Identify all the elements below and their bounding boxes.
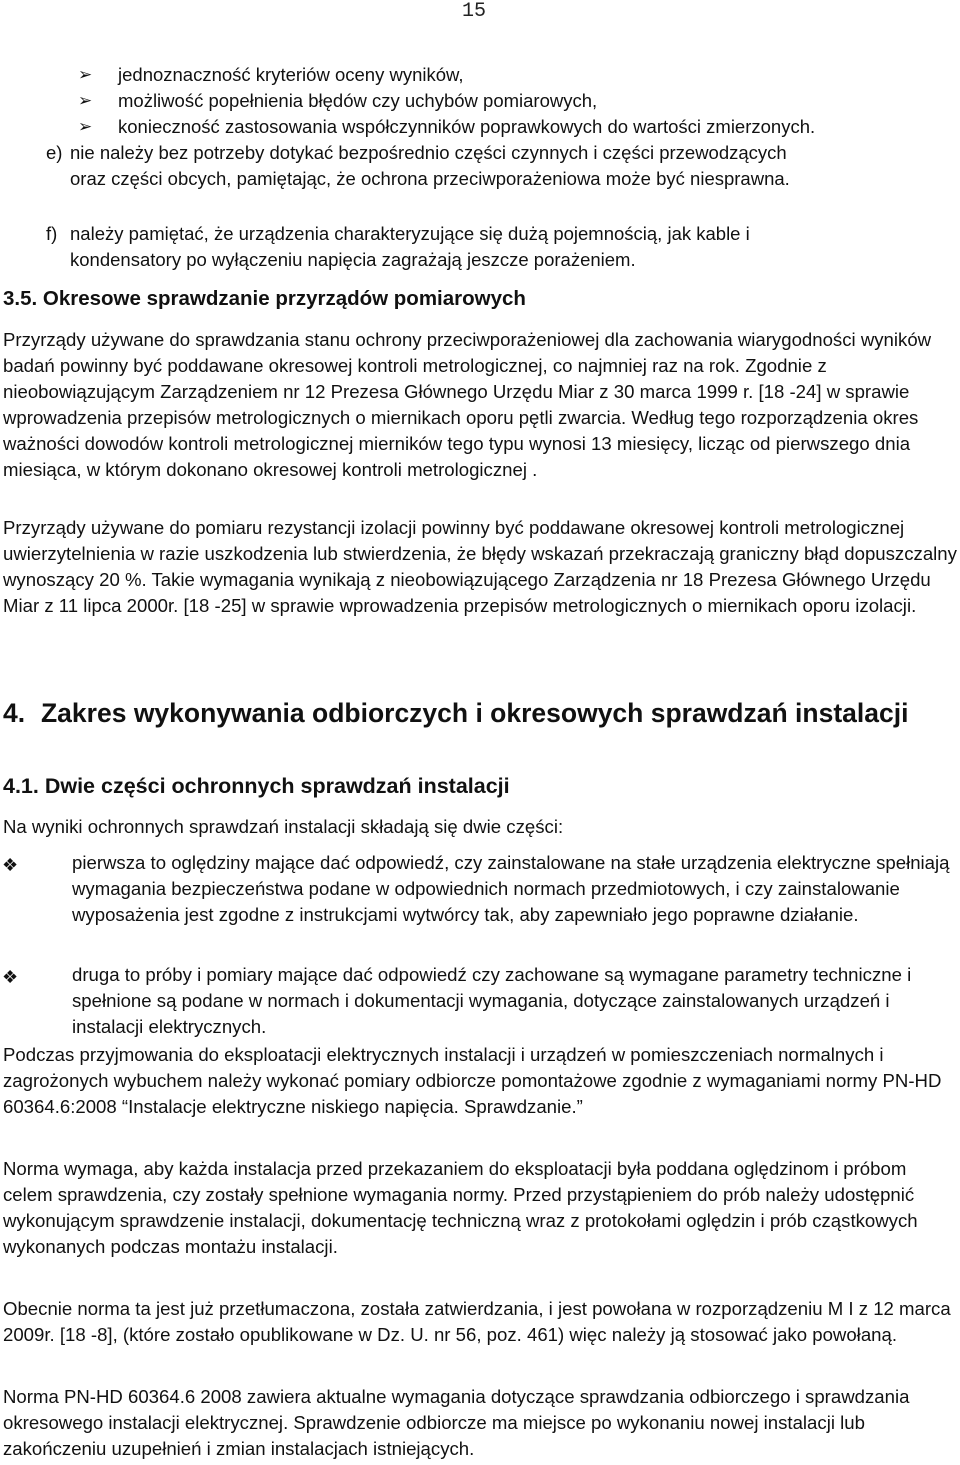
list-item-line [46,166,790,192]
arrowhead-bullet-icon: ➢ [78,117,93,136]
list-item-label: e) [46,142,63,163]
list-item [78,88,815,114]
four-diamond-bullet-icon: ❖ [2,855,19,875]
chapter-heading-4 [3,696,941,730]
list-item-label: f) [46,223,58,244]
list-item-text: druga to próby i pomiary mające dać odpowiedź czy zachowane są wymagane parametry techniczne i spełnione są podane w normach i dokumentacji wymagania, dotyczące zainstalowanych urządzeń i instalacji elektrycznych. [72,964,912,1037]
list-item [78,114,815,140]
chapter-title: Zakres wykonywania odbiorczych i okresowych sprawdzań instalacji [41,698,909,728]
paragraph-insulation-meters: Przyrządy używane do pomiaru rezystancji izolacji powinny być poddawane okresowej kontroli metrologicznej uwierzytelnienia w razie uszkodzenia lub stwierdzenia, że błędy wskazań przekraczają graniczny błąd dopuszczalny wynoszący 20 %. Takie wymagania wynikają z nieobowiązującego Zarządzenia nr 18 Prezesa Głównego Urzędu Miar z 11 lipca 2000r. [18 -25] w sprawie wprowadzenia przepisów metrologicznych o miernikach oporu izolacji. [3,517,957,616]
list-item [78,62,815,88]
list-item-text: należy pamiętać, że urządzenia charakteryzujące się dużą pojemnością, jak kable i [70,223,750,244]
section-heading-4-1: 4.1. Dwie części ochronnych sprawdzań instalacji [3,774,510,798]
list-item [2,850,960,928]
list-item-text: jednoznaczność kryteriów oceny wyników, [118,64,464,85]
arrowhead-bullet-icon: ➢ [78,65,93,84]
bullet-list-top [78,62,815,140]
paragraph-norm-translation: Obecnie norma ta jest już przetłumaczona, została zatwierdzania, i jest powołana w rozporządzeniu M I z 12 marca 2009r. [18 -8], (które zostało opublikowane w Dz. U. nr 56, poz. 461) więc należy ją stosować jako powołaną. [3,1298,951,1345]
list-item-f [46,221,750,273]
chapter-number: 4. [3,698,26,728]
four-diamond-bullet-icon: ❖ [2,967,19,987]
paragraph-norm-requirements: Norma wymaga, aby każda instalacja przed przekazaniem do eksploatacji była poddana oględzinom i próbom celem sprawdzenia, czy zostały spełnione wymagania normy. Przed przystąpieniem do prób należy udostępnić wykonującym sprawdzenie instalacji, dokumentację techniczną wraz z protokołami oględzin i prób cząstkowych wykonanych podczas montażu instalacji. [3,1158,918,1257]
section-heading-3-5: 3.5. Okresowe sprawdzanie przyrządów pomiarowych [3,287,526,310]
list-item-line [46,221,750,247]
paragraph-intro-4-1: Na wyniki ochronnych sprawdzań instalacji składają się dwie części: [3,816,564,837]
list-item-text: konieczność zastosowania współczynników poprawkowych do wartości zmierzonych. [118,116,816,137]
list-item [2,962,960,1040]
list-item-line [46,140,790,166]
list-item-text: pierwsza to oględziny mające dać odpowiedź, czy zainstalowane na stałe urządzenia elektryczne spełniają wymagania bezpieczeństwa podane w odpowiednich normach przedmiotowych, i czy zainstalowanie wyposażenia jest zgodne z instrukcjami wytwórcy tak, aby zapewniało jego poprawne działanie. [72,852,950,925]
paragraph-acceptance-measurements: Podczas przyjmowania do eksploatacji elektrycznych instalacji i urządzeń w pomieszczeniach normalnych i zagrożonych wybuchem należy wykonać pomiary odbiorcze pomontażowe zgodnie z wymaganiami normy PN-HD 60364.6:2008 “Instalacje elektryczne niskiego napięcia. Sprawdzanie.” [3,1044,942,1117]
page-number: 15 [462,0,487,23]
paragraph-norm-scope: Norma PN-HD 60364.6 2008 zawiera aktualne wymagania dotyczące sprawdzania odbiorczego i sprawdzania okresowego instalacji elektrycznej. Sprawdzenie odbiorcze ma miejsce po wykonaniu nowej instalacji lub zakończeniu uzupełnień i zmian instalacjach istniejących. [3,1386,910,1459]
arrowhead-bullet-icon: ➢ [78,91,93,110]
list-item-text: możliwość popełnienia błędów czy uchybów pomiarowych, [118,90,598,111]
paragraph-periodic-checks: Przyrządy używane do sprawdzania stanu ochrony przeciwporażeniowej dla zachowania wiarygodności wyników badań powinny być poddawane okresowej kontroli metrologicznej, co najmniej raz na rok. Zgodnie z nieobowiązującym Zarządzeniem nr 12 Prezesa Głównego Urzędu Miar z 30 marca 1999 r. [18 -24] w sprawie wprowadzenia przepisów metrologicznych o miernikach oporu pętli zwarcia. Według tego rozporządzenia okres ważności dowodów kontroli metrologicznej mierników tego typu wynosi 13 miesięcy, licząc od pierwszego dnia miesiąca, w którym dokonano okresowej kontroli metrologicznej . [3,329,932,480]
list-item-line [46,247,750,273]
list-item-text: nie należy bez potrzeby dotykać bezpośrednio części czynnych i części przewodzących [70,142,787,163]
list-item-text: oraz części obcych, pamiętając, że ochrona przeciwporażeniowa może być niesprawna. [70,168,790,189]
list-item-e [46,140,790,192]
list-item-text: kondensatory po wyłączeniu napięcia zagrażają jeszcze porażeniem. [70,249,636,270]
